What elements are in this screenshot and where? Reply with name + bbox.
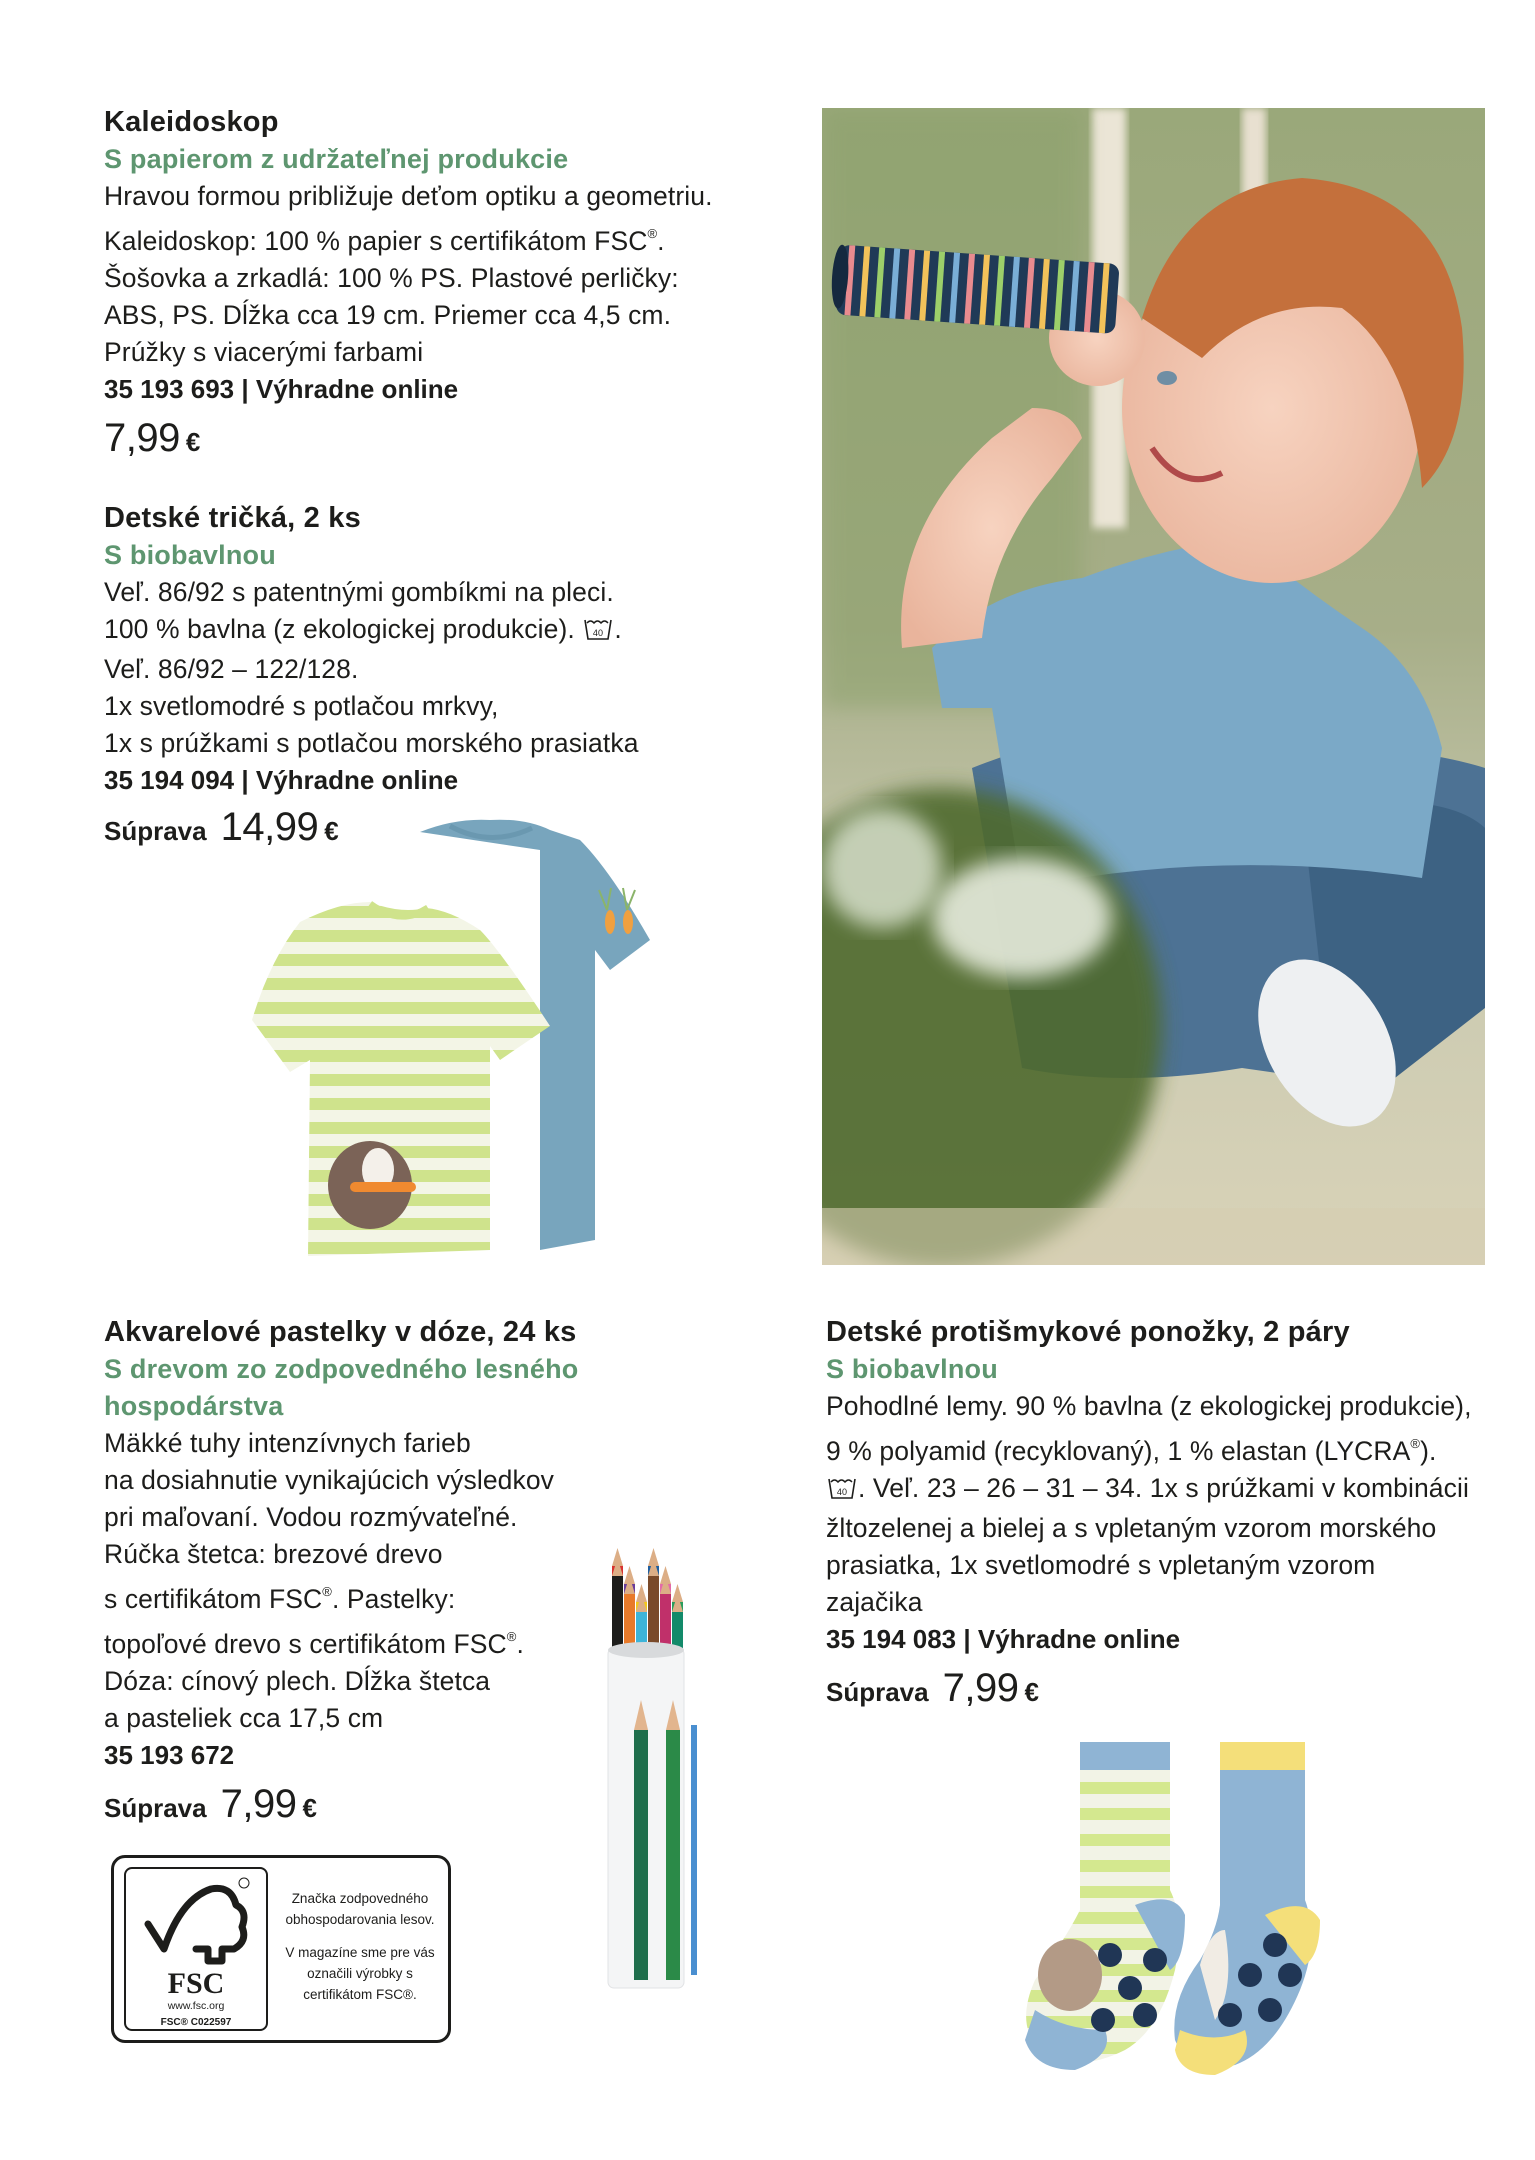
price-label: Súprava [826,1677,929,1707]
price-label: Súprava [104,1793,207,1823]
product-description-line: zajačika [826,1587,923,1617]
fsc-certification-box [111,1855,451,2043]
product-title: Detské tričká, 2 ks [104,502,361,534]
product-description-line: Veľ. 86/92 – 122/128. [104,654,359,684]
fsc-tree-checkmark-icon [148,1878,249,1961]
fsc-brand: FSC [167,1967,225,2000]
svg-text:40: 40 [593,628,604,638]
product-description-line: Šošovka a zrkadlá: 100 % PS. Plastové perličky: [104,263,679,293]
product-description-line: 1x svetlomodré s potlačou mrkvy, [104,691,499,721]
registered-mark: ® [1410,1436,1421,1451]
registered-mark: ® [647,226,658,241]
product-title: Kaleidoskop [104,106,279,138]
product-description-line: Prúžky s viacerými farbami [104,337,424,367]
product-description-line: Dóza: cínový plech. Dĺžka štetca [104,1666,491,1696]
product-watercolor-pencils [104,1314,578,1827]
product-description-line: a pasteliek cca 17,5 cm [104,1703,384,1733]
product-code: 35 194 094 | Výhradne online [104,765,459,795]
printed-pencil-blue-icon [691,1725,697,1975]
product-description-line [104,215,713,260]
product-description-line [104,1573,578,1618]
price-value: 7,99 [104,416,180,460]
product-code: 35 193 693 | Výhradne online [104,374,459,404]
fsc-url: www.fsc.org [167,2000,225,2012]
period: . [657,226,665,256]
product-description-line: 1x s prúžkami s potlačou morského prasiatka [104,728,639,758]
printed-pencil-green2-icon [666,1700,680,1980]
description-text: s certifikátom FSC [104,1584,323,1614]
pencil-tips [612,1548,683,1652]
fsc-description [280,1888,440,2005]
registered-mark: ® [322,1584,332,1599]
socks-product-image [985,1730,1365,2090]
wash-40-icon [827,1473,857,1510]
product-description-line [826,1425,1472,1470]
product-description-line: prasiatka, 1x svetlomodré s vpletaným vzorom [826,1550,1376,1580]
description-text: 9 % polyamid (recyklovaný), 1 % elastan (LYCRA [826,1436,1411,1466]
registered-mark: ® [506,1629,517,1644]
period: . [614,614,622,644]
description-text: 100 % bavlna (z ekologickej produkcie). [104,614,575,644]
product-title: Akvarelové pastelky v dóze, 24 ks [104,1316,577,1348]
currency: € [302,1793,317,1823]
pencil [648,1576,659,1652]
price-value: 7,99 [942,1666,1019,1710]
product-kids-tshirts [104,500,639,850]
product-subtitle: hospodárstva [104,1391,284,1421]
product-kaleidoskop [104,104,713,461]
product-description-line [104,611,639,651]
product-description-line: pri maľovaní. Vodou rozmývateľné. [104,1502,518,1532]
product-subtitle: S drevom zo zodpovedného lesného [104,1354,579,1384]
product-description-line: Hravou formou približuje deťom optiku a geometriu. [104,181,713,211]
svg-text:40: 40 [836,1487,848,1497]
printed-pencil-green-icon [634,1700,648,1980]
watercolor-pencils-image [590,1540,700,2000]
description-text: ). [1420,1436,1437,1466]
currency: € [185,427,201,457]
product-antislip-socks [826,1314,1472,1711]
tshirts-product-image [250,810,770,1270]
product-description-line: Veľ. 86/92 s patentnými gombíkmi na pleci. [104,577,614,607]
description-text: Kaleidoskop: 100 % papier s certifikátom FSC [104,226,648,256]
product-description-line: na dosiahnutie vynikajúcich výsledkov [104,1465,555,1495]
price-label: Súprava [104,816,207,846]
description-text: . Veľ. 23 – 26 – 31 – 34. 1x s prúžkami v kombinácii [858,1473,1469,1503]
blue-bunny-sock [1174,1742,1320,2075]
price-value: 7,99 [220,1782,297,1826]
fsc-license: FSC® C022597 [160,2017,232,2028]
product-description-line [104,1618,578,1663]
fsc-logo [124,1867,268,2031]
price [104,416,713,461]
striped-guinea-pig-sock [1025,1742,1185,2070]
price [826,1666,1472,1711]
product-description-line: ABS, PS. Dĺžka cca 19 cm. Priemer cca 4,5 cm. [104,300,672,330]
period: . [516,1629,524,1659]
wash-40-icon [583,614,613,651]
product-description-line: Rúčka štetca: brezové drevo [104,1539,443,1569]
product-subtitle: S biobavlnou [104,540,276,570]
description-text: topoľové drevo s certifikátom FSC [104,1629,507,1659]
product-description-line: Pohodlné lemy. 90 % bavlna (z ekologickej produkcie), [826,1391,1472,1421]
description-text: . Pastelky: [331,1584,456,1614]
product-code: 35 193 672 [104,1740,235,1770]
pencil [612,1576,623,1652]
price [104,1782,578,1827]
product-description-line: žltozelenej a bielej a s vpletaným vzorom morského [826,1513,1437,1543]
product-title: Detské protišmykové ponožky, 2 páry [826,1316,1350,1348]
fsc-text-1: Značka zodpovedného obhospodarovania lesov. [285,1891,435,1927]
product-description-line: Mäkké tuhy intenzívnych farieb [104,1428,471,1458]
fsc-text-2: V magazíne sme pre vás označili výrobky s certifikátom FSC®. [285,1945,435,2002]
product-subtitle: S papierom z udržateľnej produkcie [104,144,569,174]
product-subtitle: S biobavlnou [826,1354,998,1384]
boy-with-kaleidoscope-photo [822,108,1485,1265]
currency: € [1024,1677,1039,1707]
product-description-line [826,1470,1472,1510]
price-value: 14,99 [220,805,319,849]
currency: € [324,816,339,846]
product-code: 35 194 083 | Výhradne online [826,1624,1181,1654]
